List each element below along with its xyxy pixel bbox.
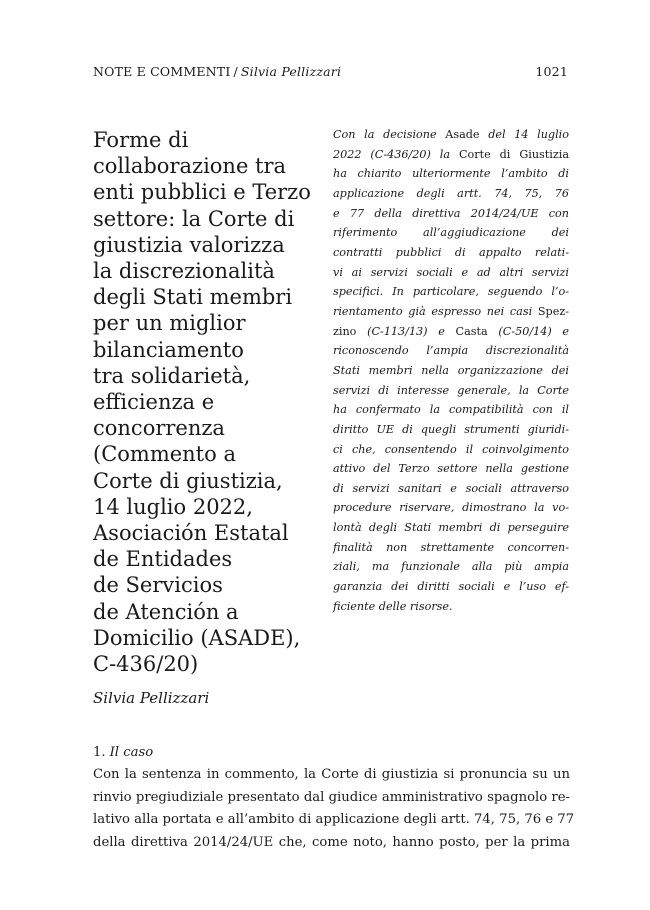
case-name: Spez- <box>537 304 569 318</box>
title-line: Domicilio (ASADE), <box>93 625 301 650</box>
abstract-line: servizi di interesse generale, la Corte <box>333 383 569 397</box>
abstract-text: (C-50/14) e <box>487 324 569 338</box>
abstract-line <box>333 302 569 322</box>
abstract-line: Stati membri nella organizzazione dei <box>333 363 569 377</box>
abstract-line: e 77 della direttiva 2014/24/UE con <box>333 206 569 220</box>
title-line: Asociación Estatal <box>93 521 289 546</box>
abstract-line <box>333 322 569 342</box>
header-separator: / <box>233 64 238 79</box>
abstract-line: specifici. In particolare, seguendo l’o- <box>333 285 569 299</box>
abstract-text: 2022 (C-436/20) la <box>333 147 459 161</box>
body-line: Con la sentenza in commento, la Corte di giustizia si pronuncia su un <box>93 767 570 782</box>
body-paragraph <box>93 764 575 854</box>
abstract <box>333 125 569 616</box>
title-line: de Entidades <box>93 547 233 572</box>
abstract-line: riconoscendo l’ampia discrezionalità <box>333 344 569 358</box>
title-line: settore: la Corte di <box>93 206 295 231</box>
abstract-line: ficiente delle risorse. <box>333 599 453 613</box>
article-author: Silvia Pellizzari <box>93 689 210 707</box>
abstract-line: contratti pubblici di appalto relati- <box>333 245 569 259</box>
court-name: Corte di Giustizia <box>458 147 569 161</box>
section-title: Il caso <box>109 745 154 760</box>
abstract-text: Con la decisione <box>333 128 446 141</box>
abstract-text: del 14 luglio <box>479 128 569 141</box>
article-title <box>93 127 325 677</box>
page-number: 1021 <box>535 64 568 79</box>
abstract-line: lontà degli Stati membri di perseguire <box>333 521 569 535</box>
abstract-line: di servizi sanitari e sociali attraverso <box>333 481 569 495</box>
body-line: della direttiva 2014/24/UE che, come noto, hanno posto, per la prima <box>93 834 570 850</box>
section-number: 1. <box>93 745 106 760</box>
title-line: tra solidarietà, <box>93 363 251 388</box>
abstract-line: vi ai servizi sociali e ad altri servizi <box>333 265 569 279</box>
abstract-line: ziali, ma funzionale alla più ampia <box>333 560 569 574</box>
body-line: lativo alla portata e all’ambito di applicazione degli artt. 74, 75, 76 e 77 <box>93 812 575 828</box>
running-header <box>93 64 568 79</box>
abstract-text: (C-113/13) e <box>356 324 456 338</box>
title-line: de Servicios <box>93 573 223 598</box>
abstract-line: riferimento all’aggiudicazione dei <box>333 226 569 240</box>
body-line: rinvio pregiudiziale presentato dal giudice amministrativo spagnolo re- <box>93 789 570 805</box>
title-line: bilanciamento <box>93 337 244 362</box>
header-section: NOTE E COMMENTI <box>93 64 231 79</box>
abstract-line: ha chiarito ulteriormente l’ambito di <box>333 167 569 181</box>
abstract-line: diritto UE di quegli strumenti giuridi- <box>333 422 569 436</box>
abstract-line: garanzia dei diritti sociali e l’uso ef- <box>333 580 569 594</box>
title-line: collaborazione tra <box>93 154 287 179</box>
abstract-line: attivo del Terzo settore nella gestione <box>333 462 569 476</box>
running-header-left <box>93 64 341 79</box>
abstract-line: ha confermato la compatibilità con il <box>333 403 569 417</box>
title-line: per un miglior <box>93 311 246 336</box>
title-line: giustizia valorizza <box>93 232 285 257</box>
section-heading <box>93 745 153 760</box>
abstract-line <box>333 125 569 145</box>
title-line: 14 luglio 2022, <box>93 494 253 519</box>
abstract-line: finalità non strettamente concorren- <box>333 540 569 554</box>
abstract-line: procedure riservare, dimostrano la vo- <box>333 501 569 515</box>
abstract-line <box>333 145 569 165</box>
title-line: de Atención a <box>93 599 239 624</box>
abstract-line: applicazione degli artt. 74, 75, 76 <box>333 186 569 200</box>
abstract-text: rientamento già espresso nei casi <box>333 304 538 318</box>
title-line: Corte di giustizia, <box>93 468 283 493</box>
title-line: degli Stati membri <box>93 285 293 310</box>
title-line: enti pubblici e Terzo <box>93 180 311 205</box>
title-line: concorrenza <box>93 416 225 441</box>
case-name: Casta <box>455 324 488 338</box>
title-line: efficienza e <box>93 390 215 415</box>
title-line: C-436/20) <box>93 652 199 677</box>
abstract-line: ci che, consentendo il coinvolgimento <box>333 442 569 456</box>
header-author: Silvia Pellizzari <box>240 64 342 79</box>
case-name: zino <box>333 324 357 338</box>
title-line: Forme di <box>93 128 189 152</box>
title-line: (Commento a <box>93 442 236 467</box>
case-name: Asade <box>445 128 480 141</box>
title-line: la discrezionalità <box>93 259 275 284</box>
